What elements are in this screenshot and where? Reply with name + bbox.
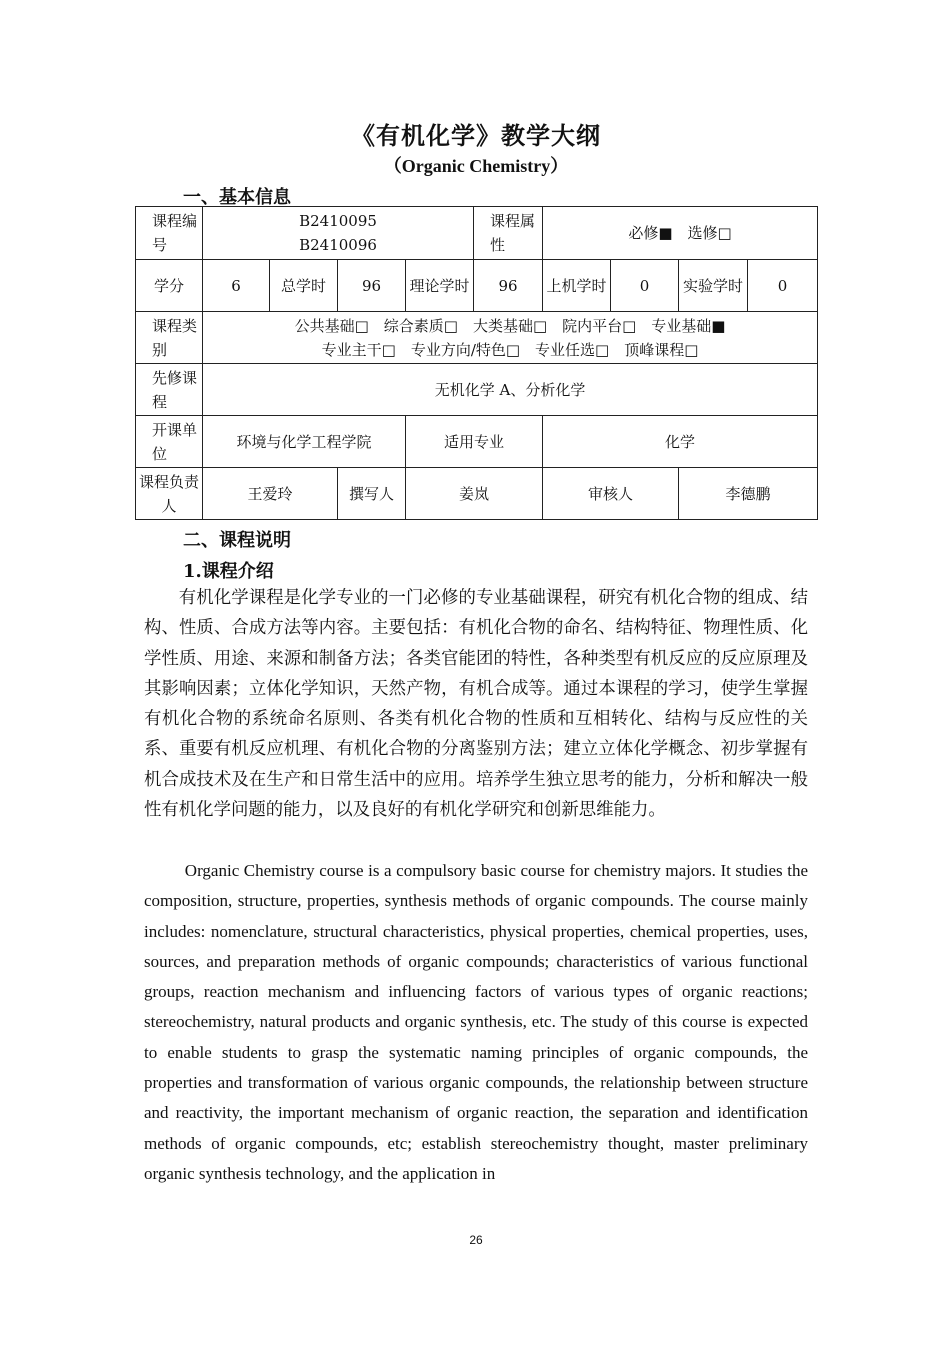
course-code-label: 课程编号 [136,207,203,260]
reviewer-value: 李德鹏 [679,468,818,520]
computer-hours-label: 上机学时 [543,260,611,312]
course-code-1: B2410095 [299,212,377,230]
prerequisite-label: 先修课程 [136,364,203,416]
table-row [136,207,818,260]
table-row [136,416,818,468]
lab-hours-label: 实验学时 [679,260,748,312]
theory-hours-value: 96 [474,260,543,312]
lab-hours-value: 0 [748,260,818,312]
department-label: 开课单位 [136,416,203,468]
applicable-major-label: 适用专业 [406,416,543,468]
theory-hours-label: 理论学时 [406,260,474,312]
total-hours-value: 96 [338,260,406,312]
course-intro-english-paragraph: Organic Chemistry course is a compulsory basic course for chemistry majors. It studies the composition, structure, properties, synthesis methods of organic compounds. The course mainly includes: nomenclature, structural characteristics, physical properties, chemical properties, uses, sources, and preparation methods of organic compounds; characteristics of various functional groups, reaction mechanism and influencing factors of various types of organic reactions; stereochemistry, natural products and organic synthesis, etc. The study of this course is expected to enable students to grasp the systematic naming principles of organic compounds, the properties and transformation of various organic compounds, the relationship between structure and reactivity, the important mechanism of organic reaction, the separation and identification methods of organic compounds, etc; establish stereochemistry thought, master preliminary organic synthesis technology, and the application in [144,861,808,1183]
department-value: 环境与化学工程学院 [203,416,406,468]
course-code-2: B2410096 [299,236,377,254]
computer-hours-value: 0 [611,260,679,312]
credit-value: 6 [203,260,270,312]
section-basic-info-heading: 一、基本信息 [183,187,291,208]
basic-info-table [135,206,818,520]
section-course-description-heading: 二、课程说明 [183,530,291,551]
page-number: 26 [469,1233,483,1247]
category-line-1: 公共基础□ 综合素质□ 大类基础□ 院内平台□ 专业基础■ [294,316,726,335]
writer-value: 姜岚 [406,468,543,520]
table-row [136,312,818,364]
writer-label: 撰写人 [338,468,406,520]
category-line-2: 专业主干□ 专业方向/特色□ 专业任选□ 顶峰课程□ [321,340,699,359]
course-lead-value: 王爱玲 [203,468,338,520]
course-intro-chinese-paragraph: 有机化学课程是化学专业的一门必修的专业基础课程，研究有机化合物的组成、结构、性质、合成方法等内容。主要包括：有机化合物的命名、结构特征、物理性质、化学性质、用途、来源和制备方法；各类官能团的特性，各种类型有机反应的反应原理及其影响因素；立体化学知识，天然产物，有机合成等。通过本课程的学习，使学生掌握有机化合物的系统命名原则、各类有机化合物的性质和互相转化、结构与反应性的关系、重要有机反应机理、有机化合物的分离鉴别方法；建立立体化学概念、初步掌握有机合成技术及在生产和日常生活中的应用。培养学生独立思考的能力，分析和解决一般性有机化学问题的能力，以及良好的有机化学研究和创新思维能力。 [144,588,808,821]
course-code-values [203,207,474,260]
document-subtitle: （Organic Chemistry） [383,156,569,176]
course-attr-value: 必修■ 选修□ [543,207,818,260]
table-row [136,468,818,520]
prerequisite-value: 无机化学 A、分析化学 [203,364,818,416]
reviewer-label: 审核人 [543,468,679,520]
credit-label: 学分 [136,260,203,312]
course-lead-label: 课程负责人 [136,468,203,520]
course-attr-label: 课程属性 [474,207,543,260]
course-introduction-heading: 1.课程介绍 [183,561,274,582]
total-hours-label: 总学时 [270,260,338,312]
course-category-options [203,312,818,364]
document-title: 《有机化学》教学大纲 [351,121,601,150]
course-category-label: 课程类别 [136,312,203,364]
table-row [136,260,818,312]
applicable-major-value: 化学 [543,416,818,468]
table-row [136,364,818,416]
